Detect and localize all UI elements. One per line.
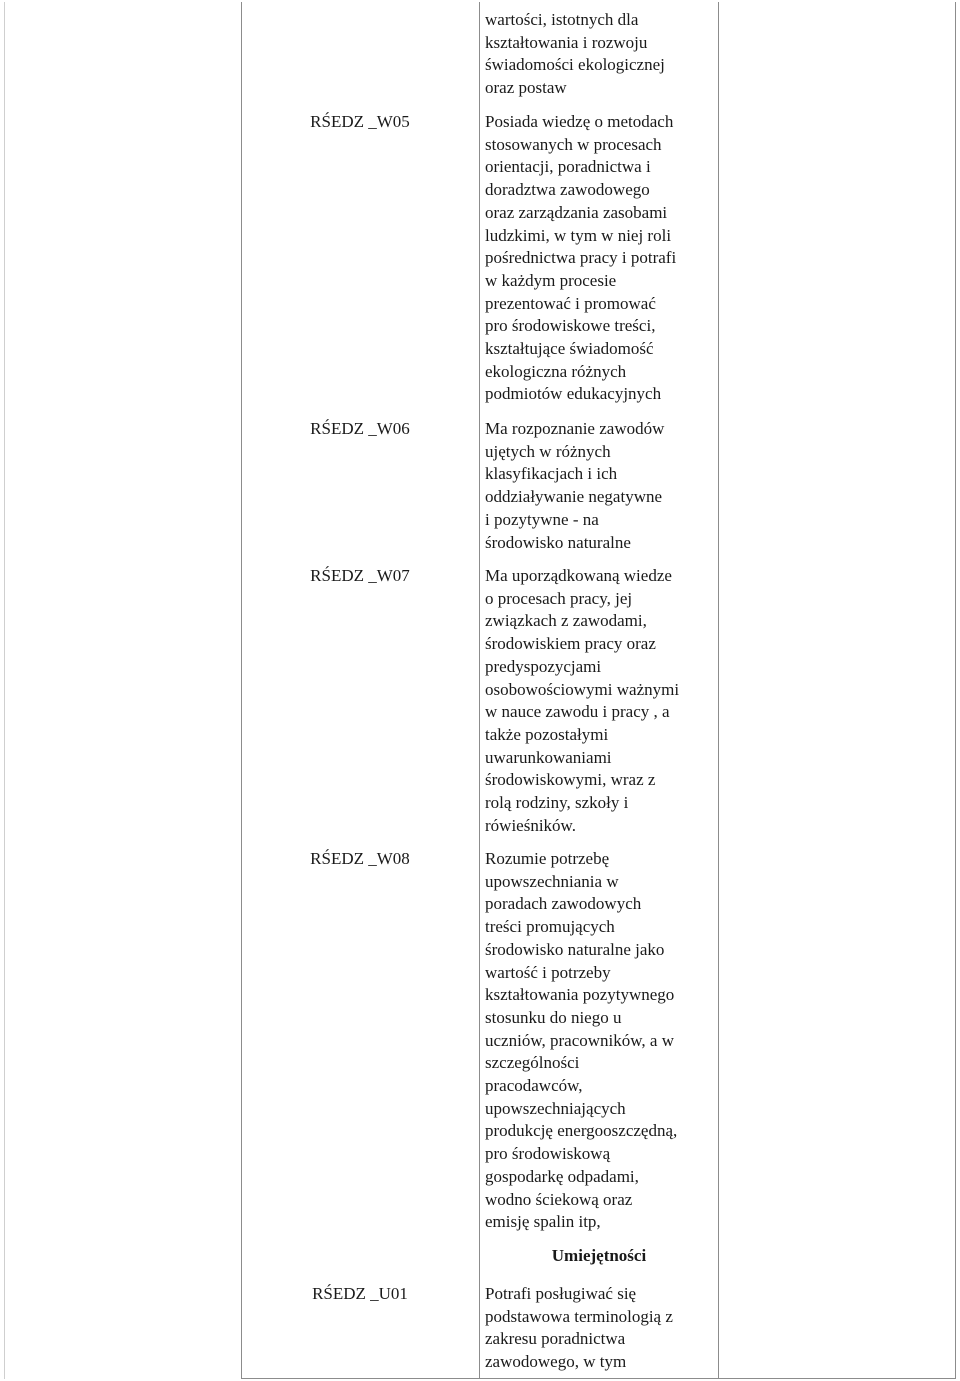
table-border-middle bbox=[479, 2, 480, 1379]
table-border-right bbox=[718, 2, 719, 1379]
row-code-w06: RŚEDZ _W06 bbox=[310, 419, 410, 438]
row-description-w05: Posiada wiedzę o metodach stosowanych w procesach orientacji, poradnictwa i doradztwa zawodowego oraz zarządzania zasobami ludzkimi, w tym w niej roli pośrednictwa pracy i potrafi w każdym procesie prezentować i promować pro środowiskowe treści, kształtujące świadomość ekologiczna różnych podmiotów edukacyjnych bbox=[485, 112, 677, 404]
row-description-w06: Ma rozpoznanie zawodów ujętych w różnych klasyfikacjach i ich oddziaływanie negatywne i pozytywne - na środowisko naturalne bbox=[485, 419, 665, 552]
table-border-bottom bbox=[241, 1378, 956, 1379]
page-margin-line bbox=[4, 2, 5, 1379]
table-border-left bbox=[241, 2, 242, 1379]
page-border-right bbox=[955, 2, 956, 1379]
row-description-u01: Potrafi posługiwać się podstawowa terminologią z zakresu poradnictwa zawodowego, w tym bbox=[485, 1284, 673, 1372]
row-description-w08: Rozumie potrzebę upowszechniania w poradach zawodowych treści promujących środowisko naturalne jako wartość i potrzeby kształtowania pozytywnego stosunku do niego u uczniów, pracowników, a w szczególności pracodawców, upowszechniających produkcję energooszczędną, pro środowiskową gospodarkę odpadami, wodno ściekową oraz emisję spalin itp, bbox=[485, 849, 678, 1232]
row-code-w08: RŚEDZ _W08 bbox=[310, 849, 410, 868]
continuation-text: wartości, istotnych dla kształtowania i rozwoju świadomości ekologicznej oraz postaw bbox=[485, 10, 665, 98]
row-code-w05: RŚEDZ _W05 bbox=[310, 112, 410, 131]
row-description-w07: Ma uporządkowaną wiedze o procesach pracy, jej związkach z zawodami, środowiskiem pracy oraz predyspozycjami osobowościowymi ważnymi w nauce zawodu i pracy , a także pozostałymi uwarunkowaniami środowiskowymi, wraz z rolą rodziny, szkoły i rówieśników. bbox=[485, 566, 680, 835]
section-title-skills: Umiejętności bbox=[551, 1246, 647, 1265]
row-code-w07: RŚEDZ _W07 bbox=[310, 566, 410, 585]
row-code-u01: RŚEDZ _U01 bbox=[312, 1284, 408, 1303]
